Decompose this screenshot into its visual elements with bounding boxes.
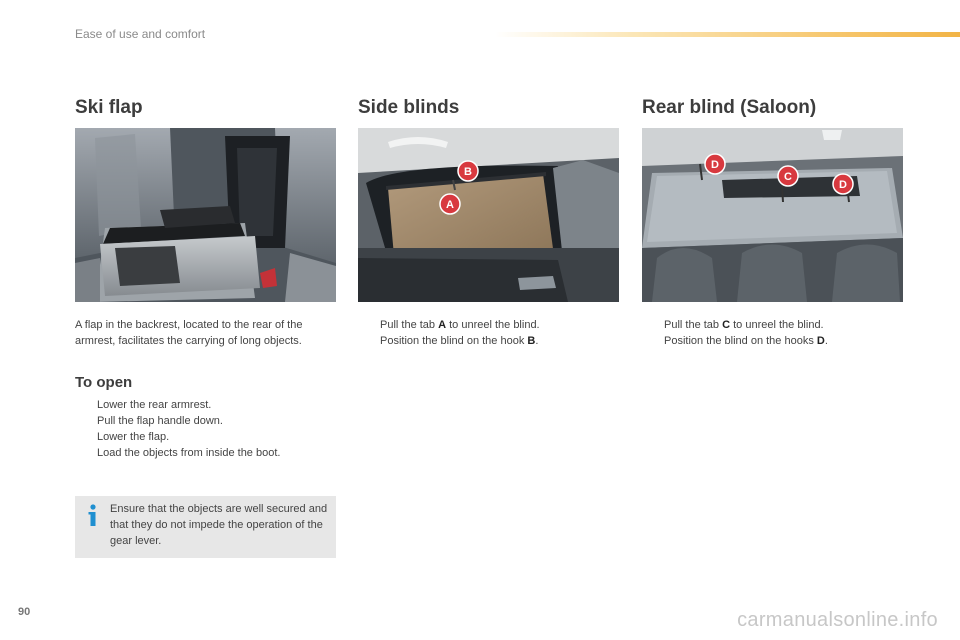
note-text: Ensure that the objects are well secured and that they do not impede the operation of the gear lever. bbox=[110, 503, 328, 547]
side-blinds-photo bbox=[358, 128, 619, 302]
watermark: carmanualsonline.info bbox=[737, 609, 938, 631]
header-accent-bar bbox=[495, 32, 960, 37]
section-title: Ease of use and comfort bbox=[75, 27, 206, 41]
page-number: 90 bbox=[18, 606, 31, 618]
to-open-title: To open bbox=[75, 374, 133, 391]
info-note bbox=[75, 496, 336, 558]
rear-blind-steps bbox=[642, 317, 907, 349]
callout-c-label: C bbox=[784, 171, 792, 183]
callout-a-label: A bbox=[446, 199, 454, 211]
ski-flap-title: Ski flap bbox=[75, 97, 143, 118]
ski-flap-steps bbox=[75, 397, 340, 461]
ski-flap-photo bbox=[75, 128, 336, 302]
list-item: Lower the flap. bbox=[97, 431, 170, 443]
callout-d-left-label: D bbox=[711, 159, 719, 171]
list-item: Pull the tab A to unreel the blind. bbox=[380, 319, 540, 331]
ski-flap-intro: A flap in the backrest, located to the rear of the armrest, facilitates the carrying of long objects. bbox=[75, 319, 303, 347]
list-item: Pull the flap handle down. bbox=[97, 415, 223, 427]
list-item: Load the objects from inside the boot. bbox=[97, 447, 281, 459]
side-blinds-title: Side blinds bbox=[358, 97, 460, 118]
rear-blind-title: Rear blind (Saloon) bbox=[642, 97, 817, 118]
list-item: Lower the rear armrest. bbox=[97, 399, 212, 411]
side-blinds-steps bbox=[358, 317, 623, 349]
callout-d-right-label: D bbox=[839, 179, 847, 191]
callout-b-label: B bbox=[464, 166, 472, 178]
list-item: Position the blind on the hook B. bbox=[380, 335, 539, 347]
list-item: Position the blind on the hooks D. bbox=[664, 335, 828, 347]
rear-blind-photo bbox=[642, 128, 903, 302]
list-item: Pull the tab C to unreel the blind. bbox=[664, 319, 824, 331]
info-icon bbox=[85, 503, 101, 527]
